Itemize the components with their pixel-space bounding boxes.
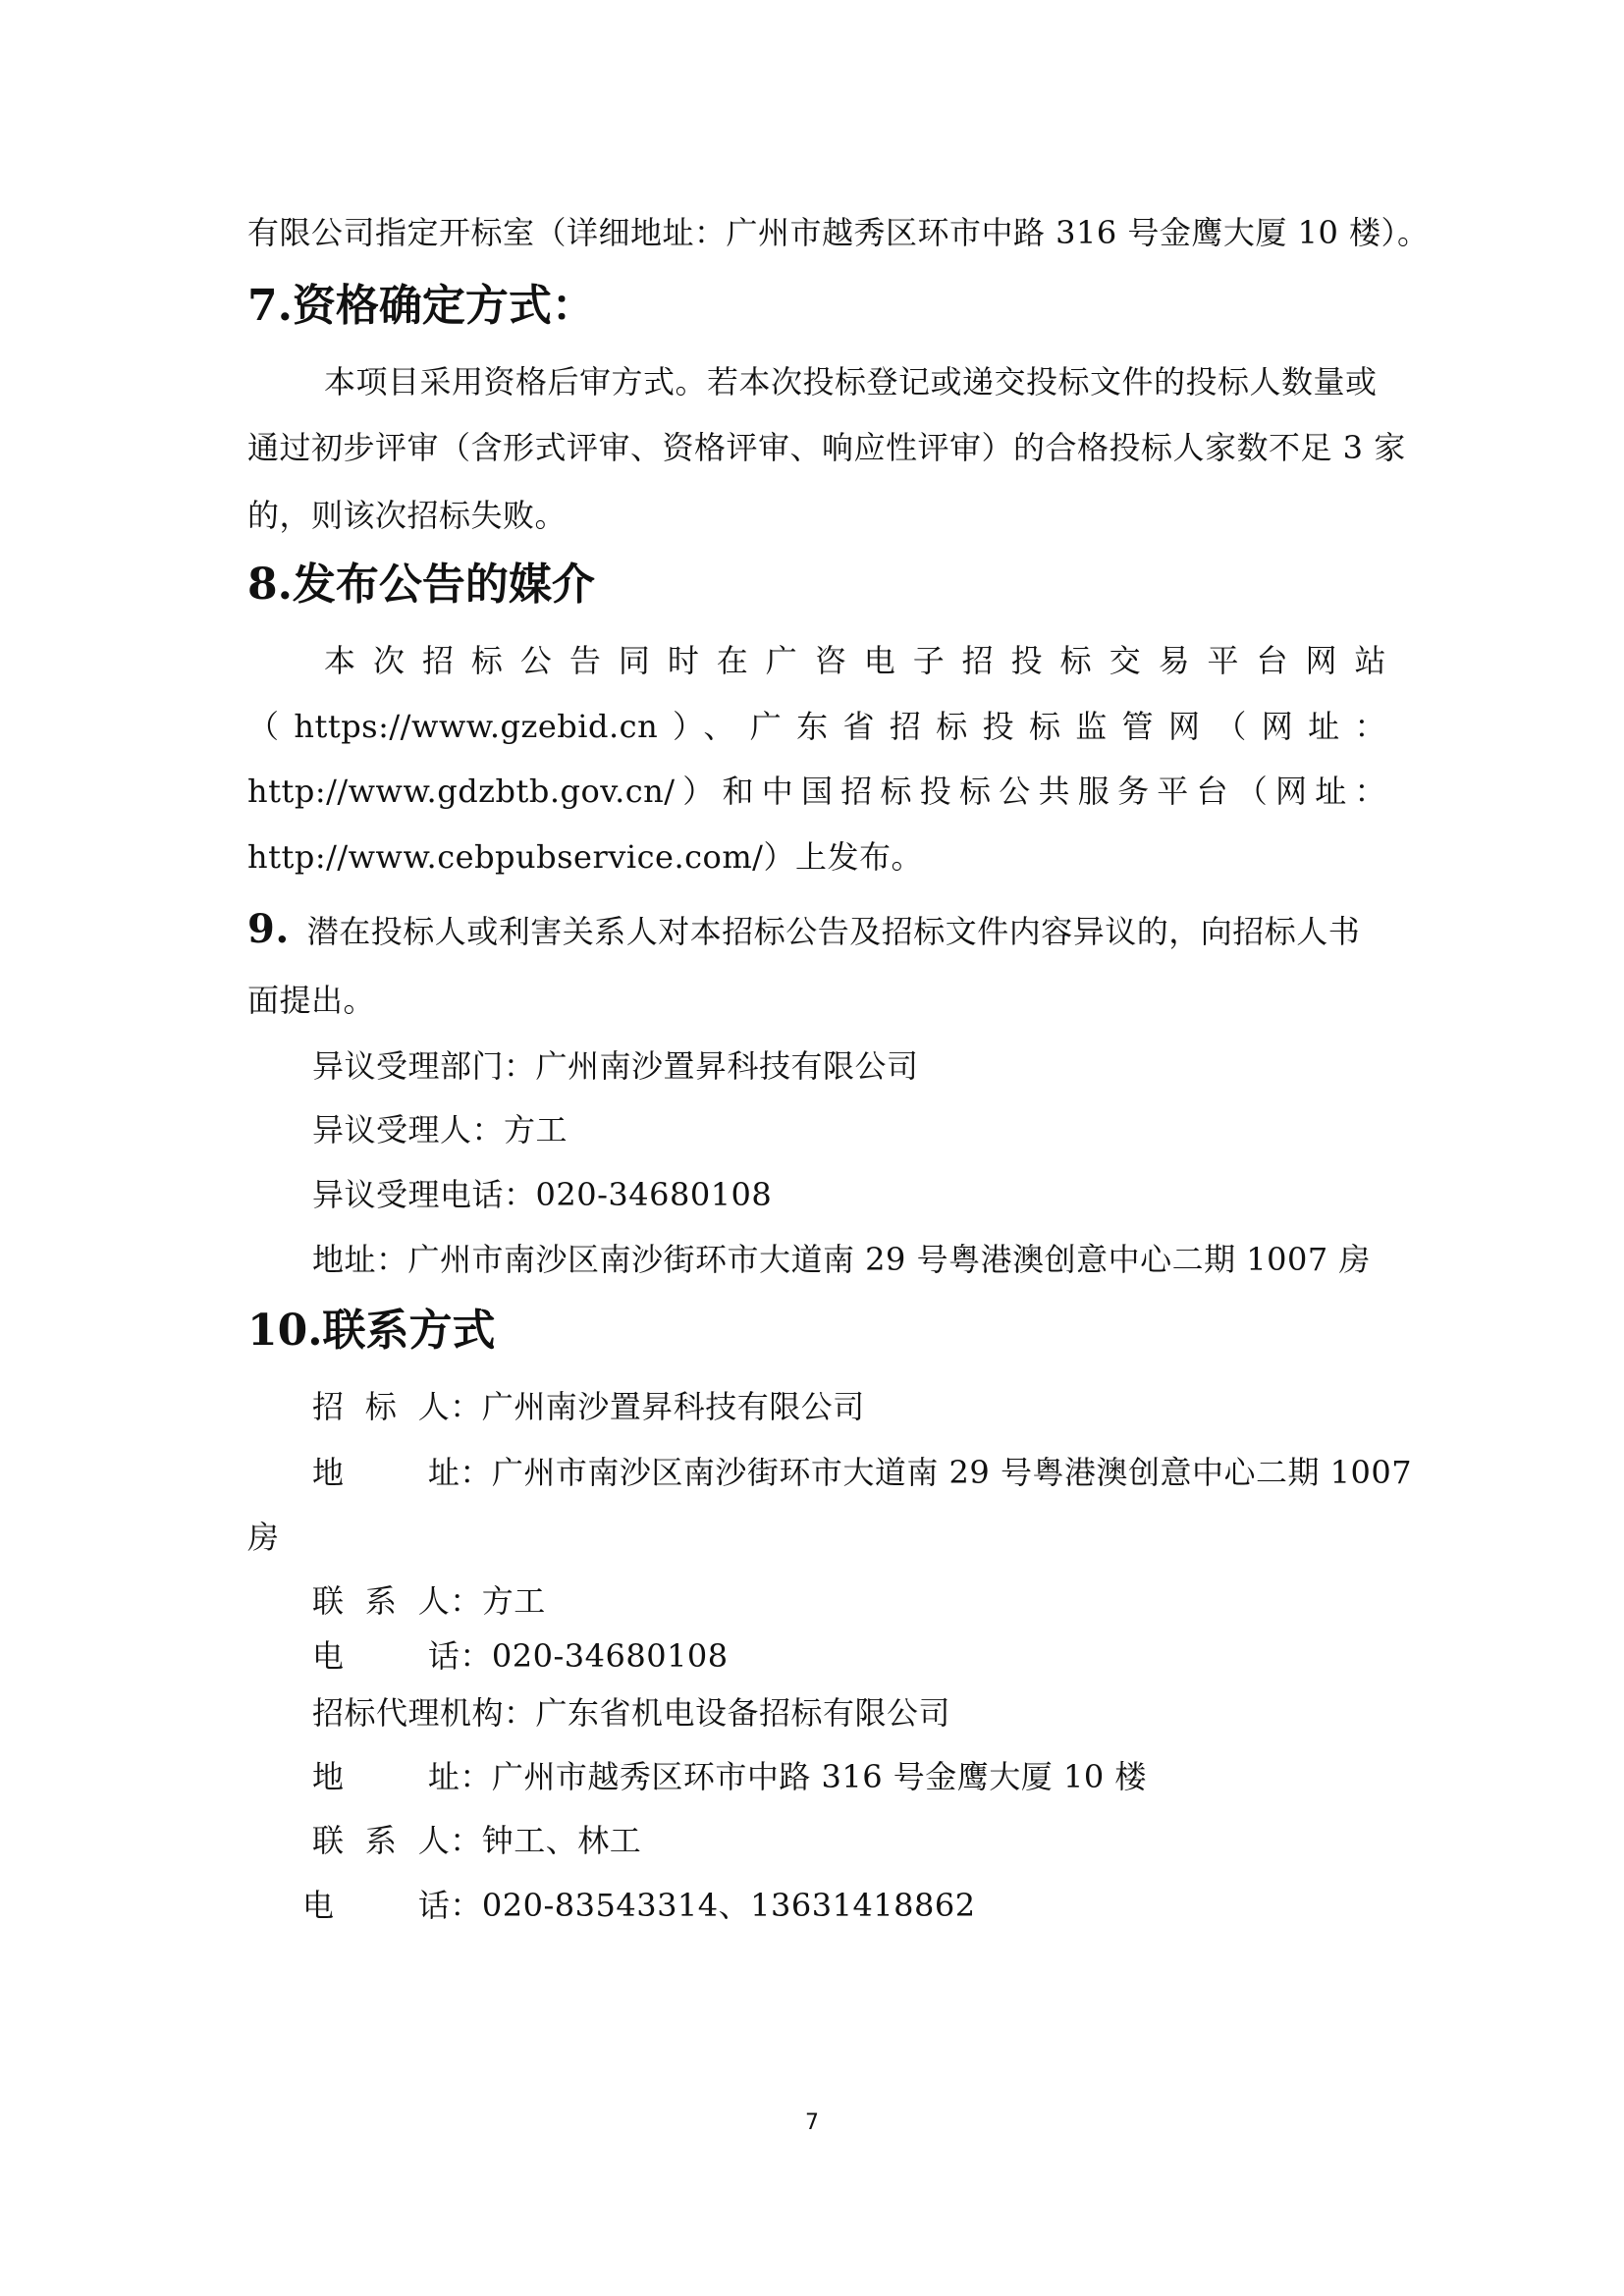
- section7-line-1: 本项目采用资格后审方式。若本次投标登记或递交投标文件的投标人数量或: [324, 363, 1378, 400]
- section8-line-1: [324, 638, 1386, 683]
- objection-person: 异议受理人：方工: [312, 1111, 568, 1148]
- tenderer-address: 地 址：广州市南沙区南沙街环市大道南 29 号粤港澳创意中心二期 1007: [312, 1454, 1413, 1491]
- section9-line-1-text: 潜在投标人或利害关系人对本招标公告及招标文件内容异议的，向招标人书: [306, 913, 1361, 950]
- section9-number: 9.: [247, 906, 290, 952]
- tenderer-name: 招 标 人：广州南沙置昇科技有限公司: [312, 1388, 865, 1425]
- tenderer-phone: 电 话：020-34680108: [312, 1637, 729, 1675]
- agency-address: 地 址：广州市越秀区环市中路 316 号金鹰大厦 10 楼: [312, 1758, 1147, 1795]
- agency-contact: 联 系 人：钟工、林工: [312, 1822, 642, 1859]
- tenderer-contact: 联 系 人：方工: [312, 1582, 546, 1620]
- section8-line-2-text: （https://www.gzebid.cn）、广东省招标投标监管网（网址：: [247, 708, 1386, 745]
- tenderer-address-cont: 房: [247, 1519, 280, 1556]
- section7-line-2: 通过初步评审（含形式评审、资格评审、响应性评审）的合格投标人家数不足 3 家: [247, 429, 1406, 466]
- section9-line-2: 面提出。: [247, 982, 376, 1019]
- agency-phone: 电 话：020-83543314、13631418862: [302, 1887, 976, 1924]
- section8-heading: 8.发布公告的媒介: [247, 560, 595, 610]
- section8-line-3: [247, 769, 1386, 814]
- section9-line-1: [247, 907, 1386, 954]
- section8-line-2: [247, 704, 1386, 749]
- section7-line-3: 的，则该次招标失败。: [247, 497, 568, 534]
- agency-name: 招标代理机构：广东省机电设备招标有限公司: [312, 1694, 951, 1732]
- objection-dept: 异议受理部门：广州南沙置昇科技有限公司: [312, 1047, 919, 1085]
- objection-address: 地址：广州市南沙区南沙街环市大道南 29 号粤港澳创意中心二期 1007 房: [312, 1241, 1371, 1278]
- section7-heading: 7.资格确定方式：: [247, 281, 595, 331]
- page-number: 7: [805, 2110, 819, 2135]
- section8-line-4: http://www.cebpubservice.com/）上发布。: [247, 838, 923, 876]
- section8-line-3-text: http://www.gdzbtb.gov.cn/）和中国招标投标公共服务平台（网址：: [247, 773, 1386, 810]
- section10-heading: 10.联系方式: [247, 1306, 496, 1356]
- section8-line-1-text: 本次招标公告同时在广咨电子招投标交易平台网站: [324, 642, 1386, 679]
- intro-line: 有限公司指定开标室（详细地址：广州市越秀区环市中路 316 号金鹰大厦 10 楼）。: [247, 214, 1430, 251]
- objection-phone: 异议受理电话：020-34680108: [312, 1176, 773, 1213]
